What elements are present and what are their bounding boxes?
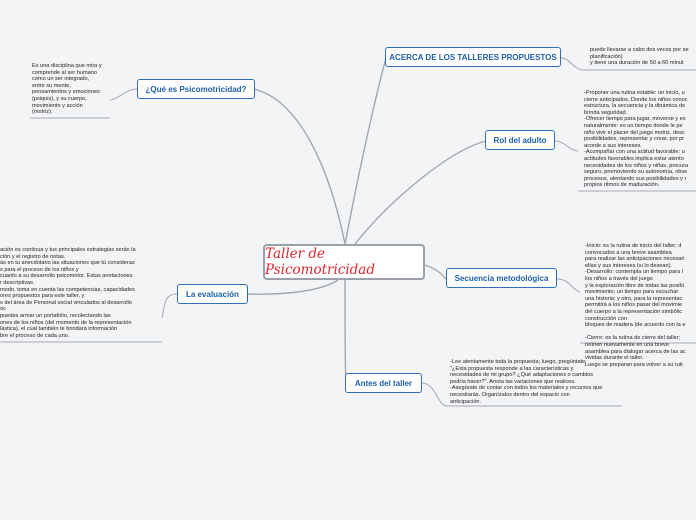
- leaf-rol: [555, 141, 578, 151]
- branch-secuencia: [425, 265, 446, 279]
- leaf-que-es: [110, 89, 137, 100]
- branch-rol: [355, 141, 486, 244]
- leaf-secuencia: [557, 279, 580, 292]
- note-antes: -Lee atentamente toda la propuesta; luego, pregúntate: "¿Esta propuesta responde a las características y necesidades de mi grupo? ¿Qué adaptaciones o cambios podría hacer?". Anota las variaciones que realices. -Asegúrate de contar con todos los materiales y recursos que necesitarás. Organízalos dentro del espacio con anticipación.: [450, 359, 603, 405]
- topic-antes-del-taller[interactable]: Antes del taller: [345, 373, 422, 393]
- note-rol: -Proponer una rutina estable: un inicio, u cierre anticipados. Donde los niños conoc estructura, la secuencia y la dinámica de brinda seguridad. -Ofrecer tiempo para jugar, moverse y ex naturalmente: es un tiempo donde le pe niño vivir el placer del juego motriz, desc posibilidades, representar y crear, por pr acorde a sus intereses. -Acompañar con una actitud favorable: u actitudes favorables implica estar atento necesidades de los niños y niñas, procura seguro, promoviendo su autonomía, obse procesos, alentando sus posibilidades y r propios ritmos de maduración.: [584, 90, 689, 189]
- topic-que-es-psicomotricidad[interactable]: ¿Qué es Psicomotricidad?: [137, 79, 255, 99]
- branch-que-es: [254, 89, 345, 244]
- leaf-evaluacion: [162, 294, 177, 318]
- topic-rol-del-adulto[interactable]: Rol del adulto: [485, 130, 555, 150]
- topic-acerca-de-los-talleres[interactable]: ACERCA DE LOS TALLERES PROPUESTOS: [385, 47, 561, 67]
- note-evaluacion: ación es continua y tus principales estrategias serán la ción y el registro de notas. ás en tu anecdotario las situaciones que tú consideras s para el proceso de los niños y cuanto a su desarrollo psicomotor. Estas anotaciones r descriptivas. modo, toma en cuenta las competencias, capacidades ores propuestos para este taller, y s del área de Personal social vinculados al desarrollo oc puedes armar un portafolio, recolectando las ones de los niños (del momento de la representación lástica), el cual también te brindará información bre el proceso de cada uno.: [0, 247, 136, 339]
- branch-evaluacion: [248, 280, 338, 294]
- note-acerca: puede llevarse a cabo dos veces por se planificación) y tiene una duración de 50 a 60 minut: [590, 47, 689, 67]
- topic-secuencia-metodologica[interactable]: Secuencia metodológica: [446, 268, 557, 288]
- leaf-acerca: [561, 58, 582, 70]
- central-topic[interactable]: Taller de Psicomotricidad: [263, 244, 425, 280]
- note-que-es: Es una disciplina que mira y comprende al ser humano como un ser integrado, entre su mente, pensamientos y emociones (psiquis), y su cuerpo, movimiento y acción (motriz).: [32, 63, 102, 116]
- leaf-antes: [422, 383, 446, 406]
- note-secuencia: -Inicio: es la rutina de inicio del taller; d convocados a una breve asamblea para realizar las anticipaciones necesari ellas y sus intereses (si lo desean). -Desarrollo: contempla un tiempo para l los niños a través del juego y la exploración libre de todas las posibi movimiento; un tiempo para escuchar una historia; y otro, para la representac permitirá a los niños pasar del movimie del cuerpo a la representación simbólic construcción con bloques de madera (de acuerdo con la e -Cierre: es la rutina de cierre del taller; reúnen nuevamente en una breve asamblea para dialogar acerca de las ac vividas durante el taller. Luego se preparan para volver a su ruti: [585, 243, 686, 368]
- branch-antes: [345, 280, 346, 383]
- topic-la-evaluacion[interactable]: La evaluación: [177, 284, 248, 304]
